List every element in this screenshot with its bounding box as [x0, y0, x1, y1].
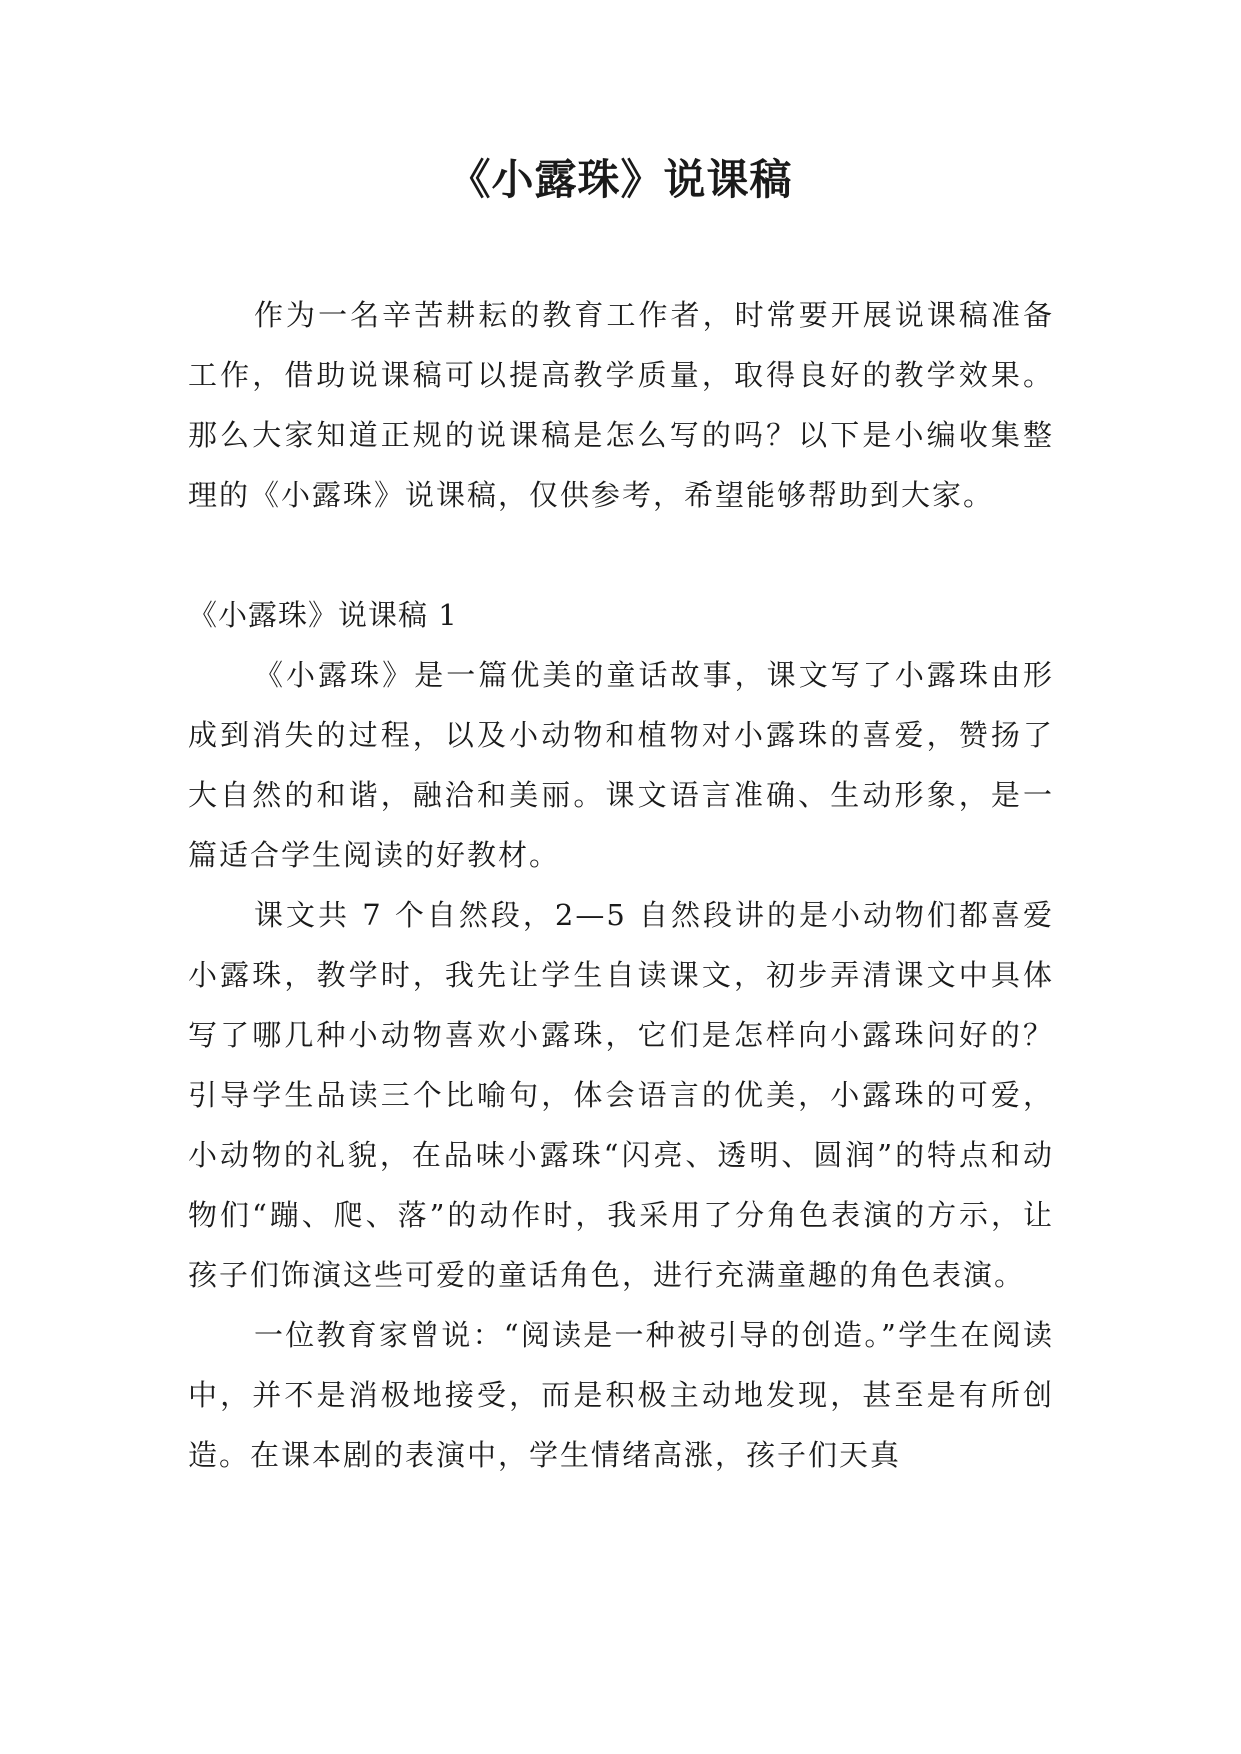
document-title: 《小露珠》说课稿	[448, 155, 793, 204]
body-paragraph: 一位教育家曾说：“阅读是一种被引导的创造。”学生在阅读中，并不是消极地接受，而是积极主动地发现，甚至是有所创造。在课本剧的表演中，学生情绪高涨，孩子们天真	[188, 1318, 1054, 1472]
document-body	[188, 285, 1054, 1485]
intro-paragraph: 作为一名辛苦耕耘的教育工作者，时常要开展说课稿准备工作，借助说课稿可以提高教学质量，取得良好的教学效果。那么大家知道正规的说课稿是怎么写的吗？以下是小编收集整理的《小露珠》说课稿，仅供参考，希望能够帮助到大家。	[188, 298, 1054, 512]
body-paragraph: 《小露珠》是一篇优美的童话故事，课文写了小露珠由形成到消失的过程，以及小动物和植物对小露珠的喜爱，赞扬了大自然的和谐，融洽和美丽。课文语言准确、生动形象，是一篇适合学生阅读的好教材。	[188, 658, 1054, 872]
section-1	[188, 585, 1054, 1485]
body-paragraph: 课文共 7 个自然段，2—5 自然段讲的是小动物们都喜爱小露珠，教学时，我先让学生自读课文，初步弄清课文中具体写了哪几种小动物喜欢小露珠，它们是怎样向小露珠问好的？引导学生品读三个比喻句，体会语言的优美，小露珠的可爱，小动物的礼貌，在品味小露珠“闪亮、透明、圆润”的特点和动物们“蹦、爬、落”的动作时，我采用了分角色表演的方示，让孩子们饰演这些可爱的童话角色，进行充满童趣的角色表演。	[188, 898, 1054, 1292]
section-heading: 《小露珠》说课稿 1	[188, 598, 458, 632]
